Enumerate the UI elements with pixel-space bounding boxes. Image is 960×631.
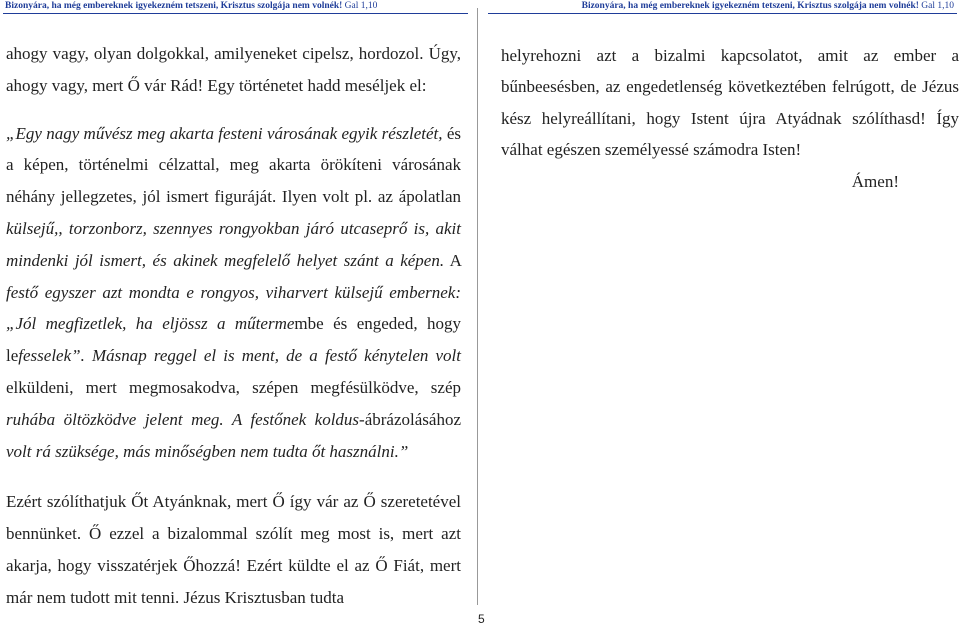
paragraph-intro: ahogy vagy, olyan dolgokkal, amilyeneket cipelsz, hordozol. Úgy, ahogy vagy, mert Ő vár Rád! Egy történetet hadd meséljek el: — [6, 44, 461, 95]
header-title: Bizonyára, ha még embereknek igyekezném tetszeni, Krisztus szolgája nem volnék! — [581, 1, 919, 11]
left-column — [6, 38, 461, 614]
header-reference: Gal 1,10 — [921, 1, 954, 11]
story-text-italic: külsejű,, torzonborz, szennyes rongyokban járó utcaseprő is, akit mindenki jól ismert, és akinek megfelelő helyet szánt a képen. — [6, 218, 461, 270]
page-number: 5 — [478, 612, 485, 626]
story-text-italic: „Egy nagy művész meg akarta festeni városának egyik részletét, — [6, 123, 443, 143]
running-header-right — [582, 0, 954, 12]
story-text-italic: festő egyszer azt mondta e rongyos, viharvert külsejű embernek: „Jól megfizetlek, ha eljössz a műterme — [6, 282, 461, 334]
page-divider — [477, 8, 478, 605]
header-rule-right — [488, 13, 957, 14]
running-header-left — [5, 0, 377, 12]
paragraph-story — [6, 118, 461, 468]
amen-text: Ámen! — [851, 171, 899, 191]
paragraph-continuation: helyrehozni azt a bizalmi kapcsolatot, amit az ember a bűnbeesésben, az engedetlenség következtében felrúgott, de Jézus kész helyreállítani, hogy Istent újra Atyádnak szólíthasd! Így válhat egészen személyessé számodra Isten! — [501, 46, 959, 160]
story-text: A — [449, 250, 462, 270]
right-column — [501, 40, 959, 197]
story-text-italic: volt rá szüksége, más minőségben nem tudta őt használni.” — [6, 441, 409, 461]
story-text: ábrázolásához — [364, 409, 461, 429]
story-text: és a képen, történelmi célzattal, meg akarta örökíteni városának néhány jellegzetes, jól ismert figuráját. Ilyen volt pl. az ápolatlan — [6, 123, 461, 207]
story-text-italic: ruhába öltözködve jelent meg. A festőnek koldus- — [6, 409, 365, 429]
story-text: elküldeni, mert megmosakodva, szépen megfésülködve, szép — [6, 377, 461, 397]
header-title: Bizonyára, ha még embereknek igyekezném tetszeni, Krisztus szolgája nem volnék! — [5, 1, 343, 11]
story-text: mbe és engeded, hogy le — [6, 314, 461, 366]
story-text-italic: fesselek”. Másnap reggel el is ment, de a festő kénytelen volt — [18, 346, 461, 366]
paragraph-conclusion: Ezért szólíthatjuk Őt Atyánknak, mert Ő így vár az Ő szeretetével bennünket. Ő ezzel a bizalommal szólít meg most is, mert azt akarja, hogy visszatérjek Őhozzá! Ezért küldte el az Ő Fiát, mert már nem tudott mit tenni. Jézus Krisztusban tudta — [6, 492, 461, 607]
header-reference: Gal 1,10 — [344, 1, 378, 11]
header-rule-left — [3, 13, 468, 14]
